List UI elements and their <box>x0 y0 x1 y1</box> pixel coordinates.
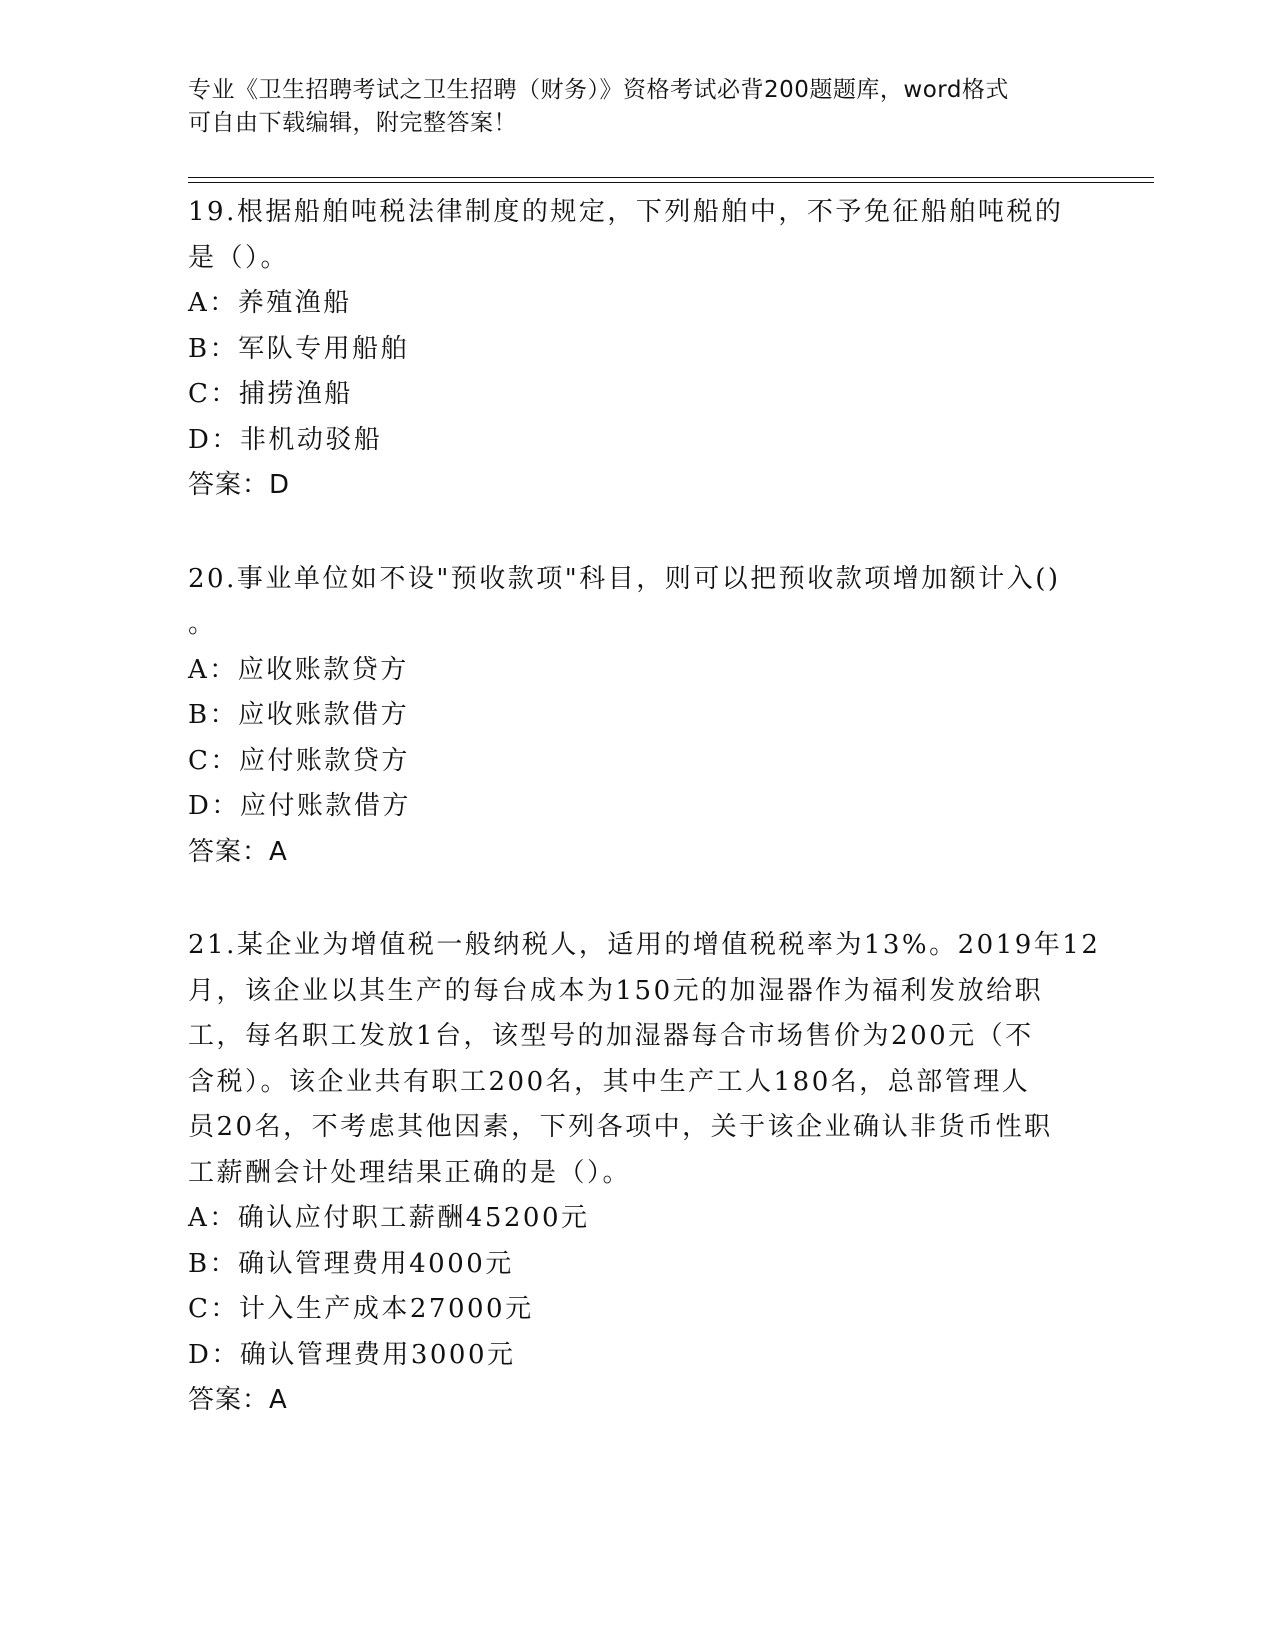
question-21 <box>188 921 1101 1424</box>
question-stem-line: 含税）。该企业共有职工200名，其中生产工人180名，总部管理人 <box>188 1066 1031 1097</box>
question-stem-line: 是（）。 <box>188 242 290 273</box>
header-line-2: 可自由下载编辑，附完整答案！ <box>188 110 517 136</box>
question-stem-line: 19.根据船舶吨税法律制度的规定，下列船舶中，不予免征船舶吨税的 <box>188 197 1064 227</box>
question-stem-line: 工，每名职工发放1台，该型号的加湿器每合市场售价为200元（不 <box>188 1021 1034 1051</box>
option-c: C：计入生产成本27000元 <box>188 1294 534 1324</box>
answer-line: 答案：D <box>188 470 291 500</box>
header-line-1: 专业《卫生招聘考试之卫生招聘（财务）》资格考试必背200题题库，word格式 <box>188 77 1009 103</box>
question-stem-line: 21.某企业为增值税一般纳税人，适用的增值税税率为13%。2019年12 <box>188 930 1101 960</box>
option-d: D：应付账款借方 <box>188 791 411 821</box>
document-header <box>188 74 1068 140</box>
question-stem-line: 20.事业单位如不设"预收款项"科目，则可以把预收款项增加额计入() <box>188 563 1061 594</box>
option-c: C：捕捞渔船 <box>188 379 353 409</box>
question-stem-line: 工薪酬会计处理结果正确的是（）。 <box>188 1157 632 1188</box>
option-b: B：应收账款借方 <box>188 700 410 730</box>
question-stem <box>188 555 1088 648</box>
question-list <box>188 188 1101 1470</box>
question-stem-line: 员20名，不考虑其他因素，下列各项中，关于该企业确认非货币性职 <box>188 1112 1053 1142</box>
answer-line: 答案：A <box>188 836 288 867</box>
option-a: A：确认应付职工薪酬45200元 <box>188 1203 590 1233</box>
question-20 <box>188 555 1088 876</box>
header-divider-bottom <box>188 182 1154 183</box>
question-stem-line: 月，该企业以其生产的每台成本为150元的加湿器作为福利发放给职 <box>188 975 1044 1006</box>
answer-line: 答案：A <box>188 1385 288 1415</box>
option-b: B：确认管理费用4000元 <box>188 1248 514 1279</box>
question-stem-line: 。 <box>188 609 217 639</box>
option-b: B：军队专用船舶 <box>188 333 410 364</box>
option-a: A：应收账款贷方 <box>188 654 409 685</box>
question-19 <box>188 188 1088 509</box>
question-stem <box>188 921 1101 1196</box>
option-c: C：应付账款贷方 <box>188 745 410 776</box>
question-stem <box>188 188 1088 281</box>
option-d: D：非机动驳船 <box>188 424 383 455</box>
header-divider-top <box>188 177 1154 178</box>
option-d: D：确认管理费用3000元 <box>188 1339 516 1370</box>
option-a: A：养殖渔船 <box>188 288 352 318</box>
